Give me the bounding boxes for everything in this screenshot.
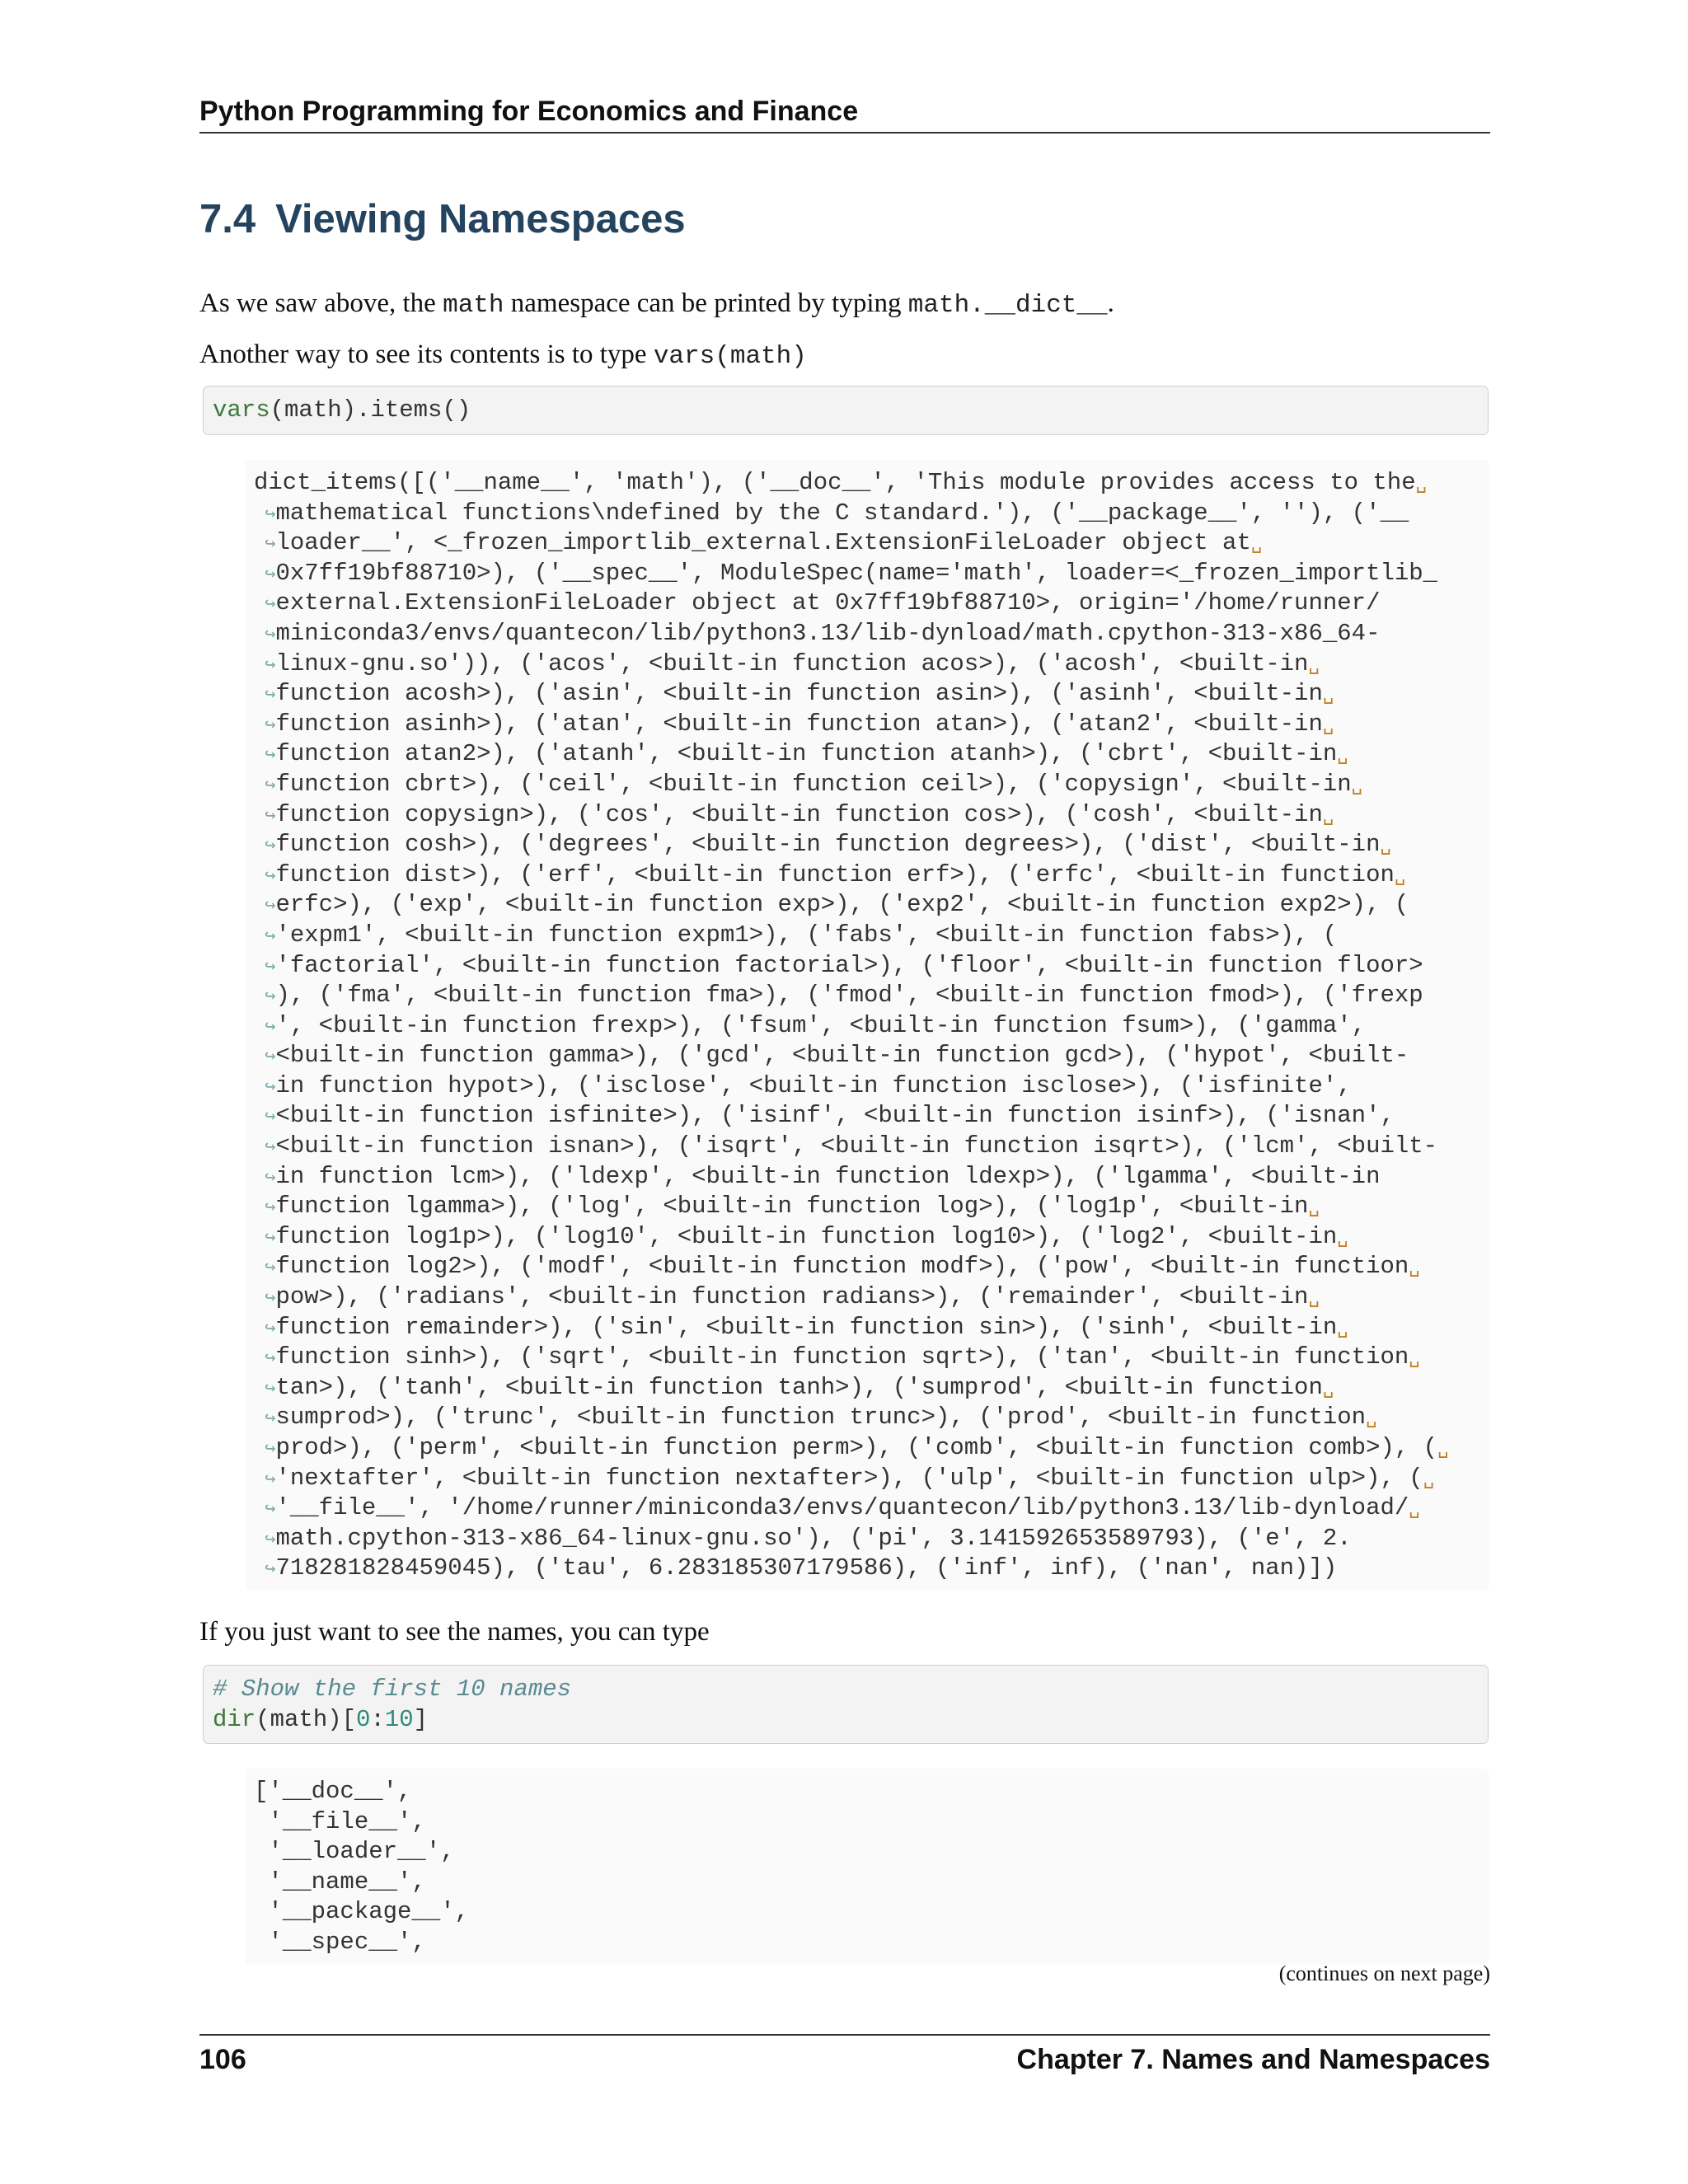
wrap-space-icon: ␣	[1380, 836, 1391, 857]
output-text: 'expm1', <built-in function expm1>), ('fabs', <built-in function fabs>), (	[275, 921, 1338, 949]
wrap-space-icon: ␣	[1409, 1258, 1420, 1279]
line-continuation-icon: ↪	[254, 1076, 276, 1098]
wrap-space-icon: ␣	[1337, 745, 1348, 766]
output-text: ', <built-in function frexp>), ('fsum', <built-in function fsum>), ('gamma',	[275, 1011, 1367, 1039]
output-line	[254, 1011, 1480, 1042]
output-line	[254, 1464, 1480, 1494]
wrap-space-icon: ␣	[1322, 1378, 1334, 1399]
wrap-space-icon: ␣	[1308, 1288, 1320, 1310]
paragraph-intro	[199, 285, 1490, 324]
code-token: (math).items()	[270, 396, 471, 424]
code-input-vars[interactable]	[203, 386, 1489, 435]
line-continuation-icon: ↪	[254, 1559, 276, 1581]
output-line	[254, 800, 1480, 831]
output-line	[254, 981, 1480, 1011]
line-continuation-icon: ↪	[254, 1258, 276, 1279]
output-line	[254, 528, 1480, 559]
output-line	[254, 830, 1480, 860]
code-token: :	[370, 1706, 385, 1733]
output-line	[254, 1343, 1480, 1373]
line-continuation-icon: ↪	[254, 836, 276, 857]
output-line	[254, 890, 1480, 921]
output-line	[254, 1313, 1480, 1343]
output-text: mathematical functions\ndefined by the C standard.'), ('__package__', ''), ('__	[275, 499, 1409, 527]
paragraph-text: As we saw above, the	[199, 288, 443, 318]
output-line	[254, 1373, 1480, 1404]
line-continuation-icon: ↪	[254, 1469, 276, 1490]
output-text: erfc>), ('exp', <built-in function exp>), ('exp2', <built-in function exp2>), (	[275, 891, 1409, 919]
continues-note: (continues on next page)	[1278, 1961, 1490, 1985]
output-text: ), ('fma', <built-in function fma>), ('fmod', <built-in function fmod>), ('frexp	[275, 982, 1423, 1010]
wrap-space-icon: ␣	[1250, 534, 1263, 555]
output-text: math.cpython-313-x86_64-linux-gnu.so'), ('pi', 3.141592653589793), ('e', 2.	[275, 1524, 1352, 1552]
wrap-space-icon: ␣	[1337, 1318, 1348, 1339]
output-line	[254, 1132, 1480, 1162]
wrap-space-icon: ␣	[1351, 775, 1362, 796]
output-line	[254, 1524, 1480, 1554]
output-line	[254, 559, 1480, 589]
output-text: 'nextafter', <built-in function nextafter>), ('ulp', <built-in function ulp>), (	[275, 1464, 1423, 1492]
wrap-space-icon: ␣	[1409, 1348, 1420, 1370]
wrap-space-icon: ␣	[1322, 805, 1334, 827]
code-output-vars	[246, 460, 1489, 1591]
output-text: in function hypot>), ('isclose', <built-in function isclose>), ('isfinite',	[275, 1071, 1352, 1099]
builtin-token: vars	[213, 396, 270, 424]
line-continuation-icon: ↪	[254, 956, 276, 977]
output-line	[254, 588, 1480, 619]
running-header	[199, 92, 1490, 134]
line-continuation-icon: ↪	[254, 1288, 276, 1310]
paragraph-names	[199, 1614, 1490, 1650]
line-continuation-icon: ↪	[254, 1107, 276, 1128]
output-line	[254, 1252, 1480, 1282]
output-text: '__file__', '/home/runner/miniconda3/envs/quantecon/lib/python3.13/lib-dynload/	[275, 1494, 1409, 1522]
output-text: loader__', <_frozen_importlib_external.ExtensionFileLoader object at	[275, 529, 1251, 557]
output-text: function asinh>), ('atan', <built-in function atan>), ('atan2', <built-in	[275, 710, 1323, 738]
output-line: '__package__',	[254, 1898, 470, 1926]
section-title-text: Viewing Namespaces	[275, 197, 686, 241]
line-continuation-icon: ↪	[254, 1529, 276, 1550]
output-text: dict_items([('__name__', 'math'), ('__doc__', 'This module provides access to the	[254, 469, 1416, 496]
number-token: 10	[384, 1706, 414, 1733]
output-text: external.ExtensionFileLoader object at 0x7ff19bf88710>, origin='/home/runner/	[275, 589, 1381, 617]
inline-code: vars(math)	[653, 342, 807, 371]
output-text: function copysign>), ('cos', <built-in function cos>), ('cosh', <built-in	[275, 800, 1323, 828]
line-continuation-icon: ↪	[254, 1439, 276, 1460]
output-text: in function lcm>), ('ldexp', <built-in function ldexp>), ('lgamma', <built-in	[275, 1162, 1381, 1190]
output-line	[254, 679, 1480, 710]
line-continuation-icon: ↪	[254, 896, 276, 917]
inline-code: math	[443, 291, 504, 320]
line-continuation-icon: ↪	[254, 1378, 276, 1399]
output-line	[254, 951, 1480, 982]
paragraph-vars	[199, 336, 1490, 375]
line-continuation-icon: ↪	[254, 624, 276, 645]
output-line: '__spec__',	[254, 1928, 426, 1956]
output-line	[254, 770, 1480, 800]
line-continuation-icon: ↪	[254, 805, 276, 827]
line-continuation-icon: ↪	[254, 504, 276, 525]
line-continuation-icon: ↪	[254, 594, 276, 616]
output-text: function cosh>), ('degrees', <built-in function degrees>), ('dist', <built-in	[275, 831, 1381, 859]
output-text: function atan2>), ('atanh', <built-in function atanh>), ('cbrt', <built-in	[275, 740, 1338, 768]
page-number: 106	[199, 2044, 246, 2075]
paragraph-text: .	[1107, 288, 1114, 318]
code-token: (math)[	[256, 1706, 357, 1733]
chapter-title: Chapter 7. Names and Namespaces	[1016, 2044, 1490, 2075]
output-line	[254, 499, 1480, 529]
line-continuation-icon: ↪	[254, 534, 276, 555]
line-continuation-icon: ↪	[254, 1137, 276, 1159]
wrap-space-icon: ␣	[1415, 474, 1427, 494]
output-line	[254, 739, 1480, 770]
section-number: 7.4	[199, 197, 256, 241]
line-continuation-icon: ↪	[254, 1197, 276, 1219]
output-text: tan>), ('tanh', <built-in function tanh>), ('sumprod', <built-in function	[275, 1373, 1323, 1401]
output-text: 718281828459045), ('tau', 6.283185307179586), ('inf', inf), ('nan', nan)])	[275, 1554, 1338, 1582]
wrap-space-icon: ␣	[1409, 1499, 1420, 1521]
line-continuation-icon: ↪	[254, 564, 276, 585]
wrap-space-icon: ␣	[1337, 1227, 1348, 1249]
output-line	[254, 1071, 1480, 1102]
output-text: function dist>), ('erf', <built-in function erf>), ('erfc', <built-in function	[275, 860, 1395, 888]
output-line	[254, 1433, 1480, 1464]
page-footer	[199, 2034, 1490, 2079]
line-continuation-icon: ↪	[254, 926, 276, 947]
line-continuation-icon: ↪	[254, 1016, 276, 1038]
paragraph-text: Another way to see its contents is to type	[199, 340, 654, 369]
output-line: '__name__',	[254, 1868, 426, 1896]
output-line	[254, 1403, 1480, 1433]
line-continuation-icon: ↪	[254, 1348, 276, 1370]
line-continuation-icon: ↪	[254, 745, 276, 766]
line-continuation-icon: ↪	[254, 1227, 276, 1249]
output-line	[254, 1222, 1480, 1253]
wrap-space-icon: ␣	[1437, 1439, 1449, 1460]
output-text: function cbrt>), ('ceil', <built-in function ceil>), ('copysign', <built-in	[275, 770, 1352, 798]
output-line	[254, 1162, 1480, 1193]
line-continuation-icon: ↪	[254, 1047, 276, 1068]
running-title: Python Programming for Economics and Finance	[199, 96, 859, 127]
line-continuation-icon: ↪	[254, 865, 276, 887]
line-continuation-icon: ↪	[254, 654, 276, 676]
output-text: linux-gnu.so')), ('acos', <built-in function acos>), ('acosh', <built-in	[275, 649, 1309, 677]
output-line	[254, 860, 1480, 891]
output-text: <built-in function isfinite>), ('isinf', <built-in function isinf>), ('isnan',	[275, 1102, 1395, 1130]
output-text: 0x7ff19bf88710>), ('__spec__', ModuleSpec(name='math', loader=<_frozen_importlib_	[275, 559, 1438, 587]
wrap-space-icon: ␣	[1322, 685, 1334, 706]
output-line	[254, 1282, 1480, 1313]
output-text: function sinh>), ('sqrt', <built-in function sqrt>), ('tan', <built-in function	[275, 1343, 1409, 1371]
line-continuation-icon: ↪	[254, 987, 276, 1008]
builtin-token: dir	[213, 1706, 256, 1733]
output-text: function lgamma>), ('log', <built-in function log>), ('log1p', <built-in	[275, 1193, 1309, 1221]
line-continuation-icon: ↪	[254, 1408, 276, 1430]
output-text: <built-in function gamma>), ('gcd', <built-in function gcd>), ('hypot', <built-	[275, 1042, 1409, 1070]
code-input-dir[interactable]	[203, 1665, 1489, 1744]
output-text: sumprod>), ('trunc', <built-in function trunc>), ('prod', <built-in function	[275, 1404, 1367, 1432]
line-continuation-icon: ↪	[254, 715, 276, 736]
paragraph-text: namespace can be printed by typing	[504, 288, 908, 318]
wrap-space-icon: ␣	[1322, 715, 1334, 736]
output-text: function log2>), ('modf', <built-in function modf>), ('pow', <built-in function	[275, 1253, 1409, 1281]
output-line	[254, 1192, 1480, 1222]
output-line	[254, 468, 1480, 499]
wrap-space-icon: ␣	[1308, 1197, 1320, 1219]
output-line	[254, 921, 1480, 951]
line-continuation-icon: ↪	[254, 775, 276, 796]
code-token: ]	[413, 1706, 429, 1733]
output-line: ['__doc__',	[254, 1778, 412, 1805]
line-continuation-icon: ↪	[254, 1318, 276, 1339]
output-text: prod>), ('perm', <built-in function perm>), ('comb', <built-in function comb>), (	[275, 1434, 1438, 1461]
code-output-dir	[246, 1769, 1489, 1965]
output-text: miniconda3/envs/quantecon/lib/python3.13/lib-dynload/math.cpython-313-x86_64-	[275, 619, 1381, 647]
wrap-space-icon: ␣	[1394, 865, 1406, 887]
output-line	[254, 619, 1480, 649]
output-line	[254, 1554, 1480, 1584]
output-line: '__file__',	[254, 1807, 426, 1835]
output-text: function remainder>), ('sin', <built-in function sin>), ('sinh', <built-in	[275, 1313, 1338, 1341]
output-text: function acosh>), ('asin', <built-in function asin>), ('asinh', <built-in	[275, 680, 1323, 708]
line-continuation-icon: ↪	[254, 1167, 276, 1188]
paragraph-text: If you just want to see the names, you can type	[199, 1617, 710, 1647]
line-continuation-icon: ↪	[254, 685, 276, 706]
output-line	[254, 649, 1480, 680]
code-comment: # Show the first 10 names	[213, 1675, 572, 1703]
section-heading	[199, 191, 686, 247]
output-line	[254, 1041, 1480, 1071]
wrap-space-icon: ␣	[1366, 1408, 1377, 1430]
output-line	[254, 1101, 1480, 1132]
output-line	[254, 1493, 1480, 1524]
output-line: '__loader__',	[254, 1838, 455, 1866]
wrap-space-icon: ␣	[1423, 1469, 1434, 1490]
output-text: 'factorial', <built-in function factorial>), ('floor', <built-in function floor>	[275, 951, 1423, 979]
inline-code: math.__dict__	[907, 291, 1108, 320]
output-line	[254, 710, 1480, 740]
output-text: function log1p>), ('log10', <built-in function log10>), ('log2', <built-in	[275, 1222, 1338, 1250]
wrap-space-icon: ␣	[1308, 654, 1320, 676]
line-continuation-icon: ↪	[254, 1499, 276, 1521]
number-token: 0	[356, 1706, 371, 1733]
output-text: <built-in function isnan>), ('isqrt', <built-in function isqrt>), ('lcm', <built-	[275, 1132, 1438, 1160]
output-text: pow>), ('radians', <built-in function radians>), ('remainder', <built-in	[275, 1283, 1309, 1311]
